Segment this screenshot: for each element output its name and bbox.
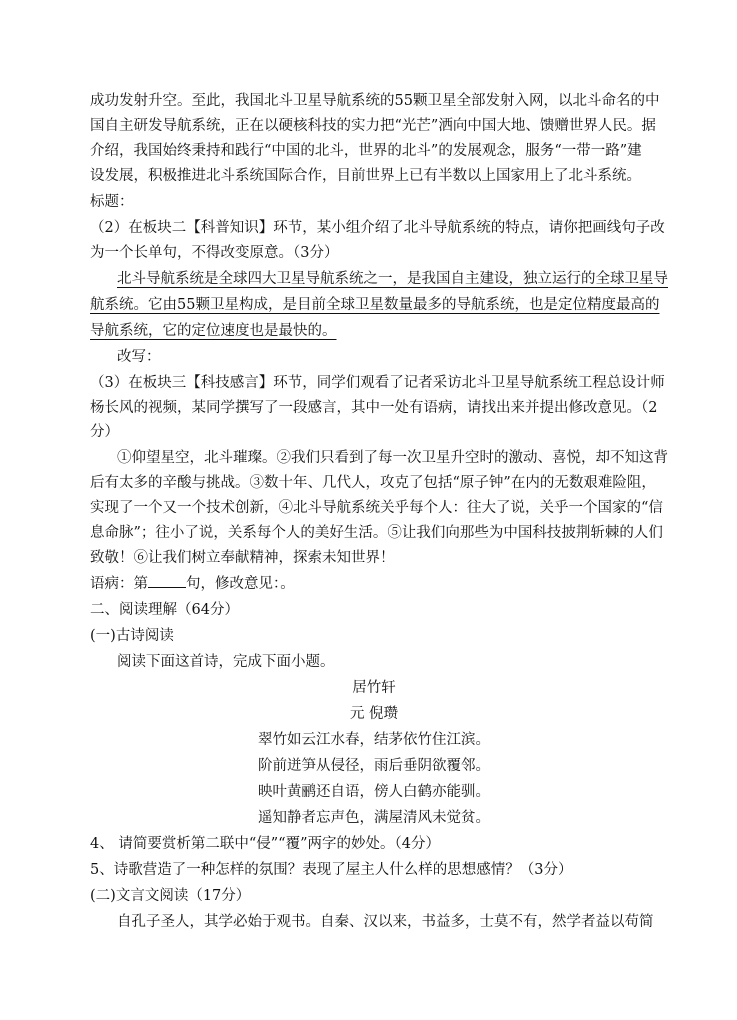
passage-line: 息命脉”；往小了说，关系每个人的美好生活。⑤让我们向那些为中国科技披荆斩棘的人们 xyxy=(90,525,663,541)
underlined-sentence: 航系统。它由55颗卫星构成，是目前全球卫星数量最多的导航系统，也是定位精度最高的 xyxy=(90,297,660,313)
passage-line: 实现了一个又一个技术创新，④北斗导航系统关乎每个人：往大了说，关乎一个国家的“信 xyxy=(90,500,663,516)
underlined-sentence: 导航系统，它的定位速度也是最快的。 xyxy=(90,323,337,339)
paragraph-line: 设发展，积极推进北斗系统国际合作，目前世界上已有半数以上国家用上了北斗系统。 xyxy=(90,168,641,184)
passage-line: ①仰望星空，北斗璀璨。②我们只看到了每一次卫星升空时的激动、喜悦，却不知这背 xyxy=(117,450,668,466)
title-label: 标题： xyxy=(90,194,134,210)
rewrite-label: 改写： xyxy=(117,349,161,365)
poem-line: 翠竹如云江水春，结茅依竹住江滨。 xyxy=(258,732,490,748)
paragraph-line: 国自主研发导航系统，正在以硬核科技的实力把“光芒”洒向中国大地、馈赠世界人民。据 xyxy=(90,118,656,134)
question-3-line: 分） xyxy=(90,424,119,440)
question-4: 4、 请简要赏析第二联中“侵”“覆”两字的妙处。（4分） xyxy=(90,836,440,852)
question-5: 5、诗歌营造了一种怎样的氛围？表现了屋主人什么样的思想感情？（3分） xyxy=(90,862,573,878)
instruction: 阅读下面这首诗，完成下面小题。 xyxy=(117,654,335,670)
subsection-heading: (一)古诗阅读 xyxy=(90,628,174,644)
poem-line: 遥知静者忘声色，满屋清风未觉贫。 xyxy=(258,810,490,826)
question-3: （3）在板块三【科技感言】环节，同学们观看了记者采访北斗卫星导航系统工程总设计师 xyxy=(90,375,665,391)
passage-line: 后有太多的辛酸与挑战。③数十年、几代人，攻克了包括“原子钟”在内的无数艰难险阻， xyxy=(90,475,656,491)
question-2: （2）在板块二【科普知识】环节，某小组介绍了北斗导航系统的特点，请你把画线句子改 xyxy=(90,220,665,236)
question-2-line: 为一个长单句，不得改变原意。（3分） xyxy=(90,245,339,261)
answer-blank[interactable] xyxy=(148,573,186,588)
poem-line: 映叶黄鹂还自语，傍人白鹤亦能驯。 xyxy=(258,784,490,800)
paragraph-line: 成功发射升空。至此，我国北斗卫星导航系统的55颗卫星全部发射入网，以北斗命名的中 xyxy=(90,93,660,109)
sick-label: 语病：第 xyxy=(90,576,148,592)
paragraph-line: 介绍，我国始终秉持和践行“中国的北斗，世界的北斗”的发展观念，服务“一带一路”建 xyxy=(90,143,642,159)
sick-suffix: 句，修改意见：。 xyxy=(186,576,295,592)
sick-sentence-line xyxy=(90,573,658,597)
subsection-heading: (二)文言文阅读（17分） xyxy=(90,888,251,904)
underlined-sentence: 北斗导航系统是全球四大卫星导航系统之一，是我国自主建设，独立运行的全球卫星导 xyxy=(117,271,668,287)
poem-line: 阶前迸笋从侵径，雨后垂阴欲覆邻。 xyxy=(258,758,490,774)
passage-line: 自孔子圣人，其学必始于观书。自秦、汉以来，书益多，士莫不有，然学者益以苟简 xyxy=(117,914,654,930)
question-3-line: 杨长风的视频，某同学撰写了一段感言，其中一处有语病，请找出来并提出修改意见。（2 xyxy=(90,400,658,416)
poem-author: 元 倪瓒 xyxy=(349,706,399,722)
poem-title: 居竹轩 xyxy=(352,680,396,696)
section-heading: 二、阅读理解（64分） xyxy=(90,602,239,618)
passage-line: 致敬！⑥让我们树立奉献精神，探索未知世界！ xyxy=(90,550,395,566)
